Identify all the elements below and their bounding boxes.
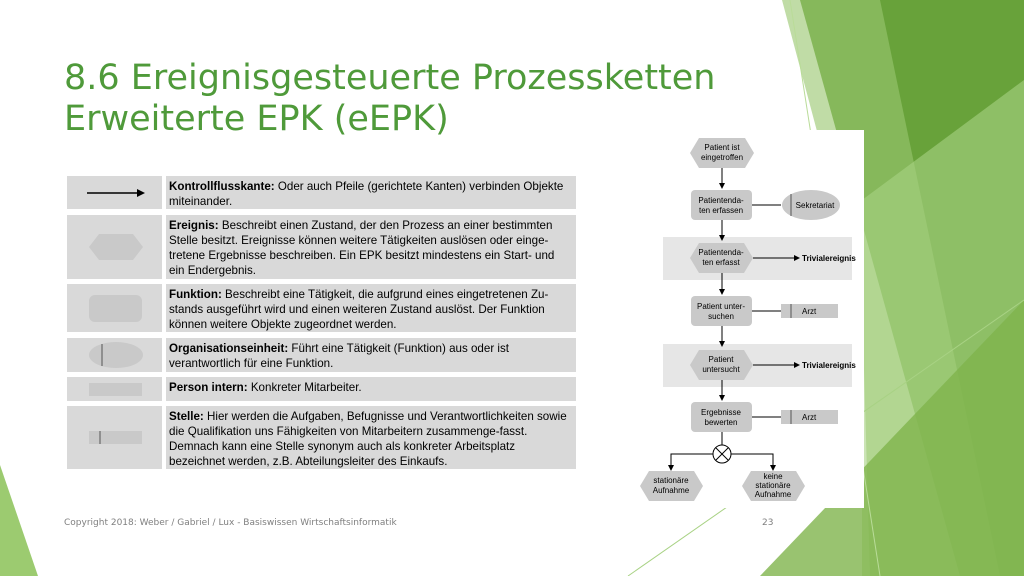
event-erfasst-label-1: Patientenda- (698, 248, 744, 257)
function-erfassen-label-2: ten erfassen (698, 206, 744, 215)
event-untersucht-label-2: untersucht (702, 365, 740, 374)
function-bewerten (691, 402, 752, 432)
page-title (64, 58, 715, 140)
legend-text (166, 215, 576, 279)
arrow-icon (67, 176, 162, 209)
legend-desc: Hier werden die Aufgaben, Befugnisse und Verantwortlichkeiten sowie die Qualifikation uns Fähigkeiten von Mitarbeitern zusammenge-fasst. Demnach kann eine Stelle synonym auch als konkreter Arbeitsplatz bezeichnet werden, z.B. Abteilungsleiter des Einkaufs. (169, 410, 567, 468)
legend-desc: Konkreter Mitarbeiter. (247, 381, 362, 394)
legend-term: Person intern: (169, 381, 248, 394)
legend-text (166, 284, 576, 332)
event-erfasst-label-2: ten erfasst (702, 258, 740, 267)
legend-desc: Beschreibt eine Tätigkeit, die aufgrund eines eingetretenen Zu-stands ausgeführt wird und einen weiteren Zustand auslöst. Der Funktion können weitere Objekte zugeordnet werden. (169, 288, 549, 331)
function-bewerten-label-1: Ergebnisse (700, 408, 742, 417)
role-arzt-2-label: Arzt (802, 413, 817, 422)
event-start-label-1: Patient ist (704, 143, 740, 152)
legend-symbol (67, 406, 162, 469)
legend-text (166, 338, 576, 372)
legend-desc: Oder auch Pfeile (gerichtete Kanten) verbinden Objekte miteinander. (169, 180, 564, 208)
function-untersuchen-label-1: Patient unter- (696, 302, 746, 311)
function-untersuchen (691, 296, 752, 326)
legend-text (166, 406, 576, 469)
event-end-nicht-label-2: stationäre (755, 481, 791, 490)
corner-triangle-bottom-left (0, 465, 38, 576)
legend-text (166, 176, 576, 209)
legend-term: Funktion: (169, 288, 222, 301)
function-erfassen-label-1: Patientenda- (698, 196, 744, 205)
legend-row-organisation (67, 338, 576, 372)
org-unit-label: Sekretariat (795, 201, 835, 210)
epk-diagram (639, 130, 863, 508)
xor-connector-icon (713, 445, 731, 463)
legend-symbol (67, 284, 162, 332)
trivial-event-label-2: Trivialereignis (802, 361, 856, 370)
legend-row-kontrollfluss (67, 176, 576, 209)
legend-term: Organisationseinheit: (169, 342, 289, 355)
event-end-stationaer-label-2: Aufnahme (652, 486, 690, 495)
trivial-event-label-1: Trivialereignis (802, 254, 856, 263)
legend-row-stelle (67, 406, 576, 469)
position-rectangle-icon (67, 406, 162, 469)
legend-symbol (67, 377, 162, 401)
ellipse-icon (67, 338, 162, 372)
event-untersucht-label-1: Patient (708, 355, 734, 364)
event-end-nicht-label-3: Aufnahme (754, 490, 792, 499)
hexagon-icon (67, 215, 162, 279)
footer-page-number: 23 (762, 518, 774, 528)
legend-term: Stelle: (169, 410, 204, 423)
legend-text (166, 377, 576, 401)
function-untersuchen-label-2: suchen (708, 312, 734, 321)
title-line-1: 8.6 Ereignisgesteuerte Prozessketten (64, 58, 716, 98)
legend-row-person (67, 377, 576, 401)
legend-term: Ereignis: (169, 219, 219, 232)
legend-symbol (67, 176, 162, 209)
legend-desc: Beschreibt einen Zustand, der den Prozess an einer bestimmten Stelle besitzt. Ereignisse können weitere Tätigkeiten auslösen oder einge-tretene Ergebnisse beschreiben. Ein EPK besitzt mindestens ein Start- und ein Endergebnis. (169, 219, 555, 277)
rectangle-icon (67, 377, 162, 401)
legend-row-funktion (67, 284, 576, 332)
event-start-label-2: eingetroffen (700, 153, 744, 162)
title-line-2: Erweiterte EPK (eEPK) (64, 99, 449, 139)
function-bewerten-label-2: bewerten (704, 418, 738, 427)
footer-copyright: Copyright 2018: Weber / Gabriel / Lux - Basiswissen Wirtschaftsinformatik (64, 518, 397, 528)
legend-symbol (67, 338, 162, 372)
rounded-rectangle-icon (67, 284, 162, 332)
legend-desc: Führt eine Tätigkeit (Funktion) aus oder ist verantwortlich für eine Funktion. (169, 342, 510, 370)
legend-symbol (67, 215, 162, 279)
legend-term: Kontrollflusskante: (169, 180, 275, 193)
event-end-nicht-label-1: keine (763, 472, 783, 481)
event-end-stationaer-label-1: stationäre (653, 476, 689, 485)
function-erfassen (691, 190, 752, 220)
legend-row-ereignis (67, 215, 576, 279)
role-arzt-1-label: Arzt (802, 307, 817, 316)
